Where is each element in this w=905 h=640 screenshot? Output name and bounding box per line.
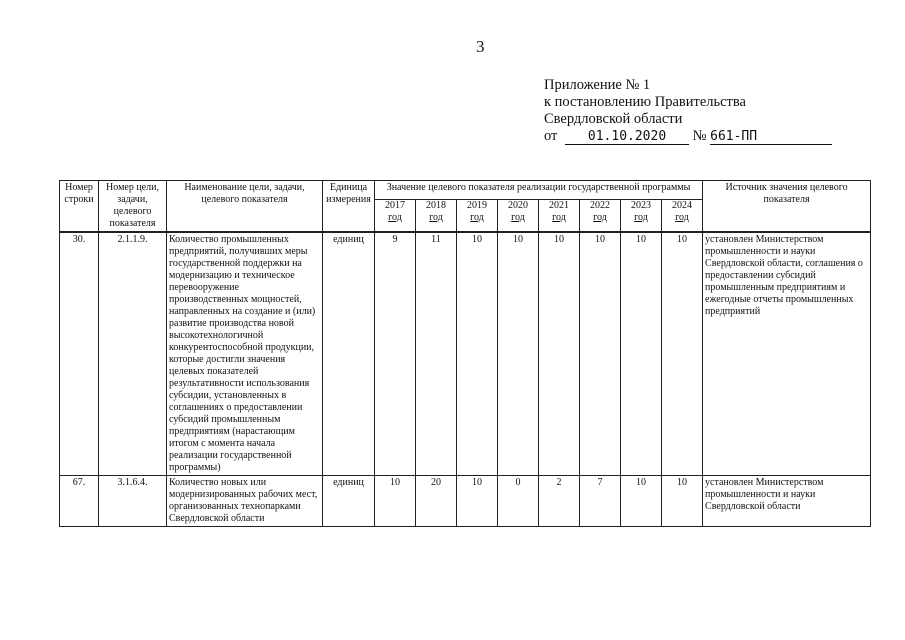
value-cell: 10 <box>580 232 621 476</box>
header-year-2022 <box>580 200 621 232</box>
value-cell: 9 <box>375 232 416 476</box>
appendix-header <box>544 77 832 145</box>
header-goal-number: Номер цели, задачи, целевого показателя <box>99 181 167 233</box>
header-year-2021 <box>539 200 580 232</box>
header-year-value: 2020 <box>508 200 528 212</box>
from-label: от <box>544 128 558 144</box>
row-number-cell: 30. <box>60 232 99 476</box>
value-cell: 20 <box>416 476 457 527</box>
page-number: 3 <box>476 37 485 56</box>
appendix-region: Свердловской области <box>544 111 683 127</box>
header-year-word: год <box>429 212 443 224</box>
header-year-2020 <box>498 200 539 232</box>
value-cell: 2 <box>539 476 580 527</box>
value-cell: 10 <box>375 476 416 527</box>
value-cell: 0 <box>498 476 539 527</box>
header-year-word: год <box>470 212 484 224</box>
header-year-word: год <box>593 212 607 224</box>
header-year-2023 <box>621 200 662 232</box>
value-cell: 10 <box>457 476 498 527</box>
header-source: Источник значения целевого показателя <box>703 181 871 233</box>
row-number-cell: 67. <box>60 476 99 527</box>
decree-number: 661-ПП <box>710 129 832 145</box>
value-cell: 7 <box>580 476 621 527</box>
appendix-reference: к постановлению Правительства <box>544 94 746 110</box>
table-row <box>60 476 871 527</box>
header-name: Наименование цели, задачи, целевого показателя <box>167 181 323 233</box>
header-year-value: 2018 <box>426 200 446 212</box>
header-year-2017 <box>375 200 416 232</box>
header-year-value: 2022 <box>590 200 610 212</box>
appendix-date-line <box>544 128 832 145</box>
unit-cell: единиц <box>323 476 375 527</box>
appendix-title: Приложение № 1 <box>544 77 651 93</box>
value-cell: 10 <box>662 232 703 476</box>
value-cell: 11 <box>416 232 457 476</box>
header-year-word: год <box>675 212 689 224</box>
goal-number-cell: 3.1.6.4. <box>99 476 167 527</box>
header-unit: Единица измерения <box>323 181 375 233</box>
header-year-2018 <box>416 200 457 232</box>
header-values: Значение целевого показателя реализации государственной программы <box>375 181 703 200</box>
header-year-value: 2019 <box>467 200 487 212</box>
header-year-value: 2017 <box>385 200 405 212</box>
source-cell: установлен Министерством промышленности и науки Свердловской области, соглашения о предоставлении субсидий промышленным предприятиям и ежегодные отчеты промышленных предприятий <box>703 232 871 476</box>
unit-cell: единиц <box>323 232 375 476</box>
header-year-2024 <box>662 200 703 232</box>
header-year-value: 2021 <box>549 200 569 212</box>
table-row <box>60 232 871 476</box>
goal-number-cell: 2.1.1.9. <box>99 232 167 476</box>
indicator-name-cell: Количество промышленных предприятий, получивших меры государственной поддержки на модернизацию и техническое перевооружение производственных мощностей, направленных на создание и (или) развитие производства новой высокотехнологичной конкурентоспособной продукции, которые достигли значения целевых показателей результативности использования субсидии, установленных в соглашениях о предоставлении субсидий промышленным предприятиям (нарастающим итогом с момента начала реализации государственной программы) <box>167 232 323 476</box>
value-cell: 10 <box>621 232 662 476</box>
value-cell: 10 <box>498 232 539 476</box>
header-year-word: год <box>388 212 402 224</box>
header-year-value: 2023 <box>631 200 651 212</box>
value-cell: 10 <box>662 476 703 527</box>
source-cell: установлен Министерством промышленности и науки Свердловской области <box>703 476 871 527</box>
header-year-word: год <box>552 212 566 224</box>
header-year-word: год <box>634 212 648 224</box>
header-year-word: год <box>511 212 525 224</box>
header-year-value: 2024 <box>672 200 693 212</box>
header-year-2019 <box>457 200 498 232</box>
number-label: № <box>692 128 707 144</box>
header-row-number: Номер строки <box>60 181 99 233</box>
value-cell: 10 <box>539 232 580 476</box>
decree-date: 01.10.2020 <box>565 129 689 145</box>
value-cell: 10 <box>457 232 498 476</box>
value-cell: 10 <box>621 476 662 527</box>
indicator-name-cell: Количество новых или модернизированных рабочих мест, организованных технопарками Свердловской области <box>167 476 323 527</box>
indicators-table <box>59 180 871 527</box>
